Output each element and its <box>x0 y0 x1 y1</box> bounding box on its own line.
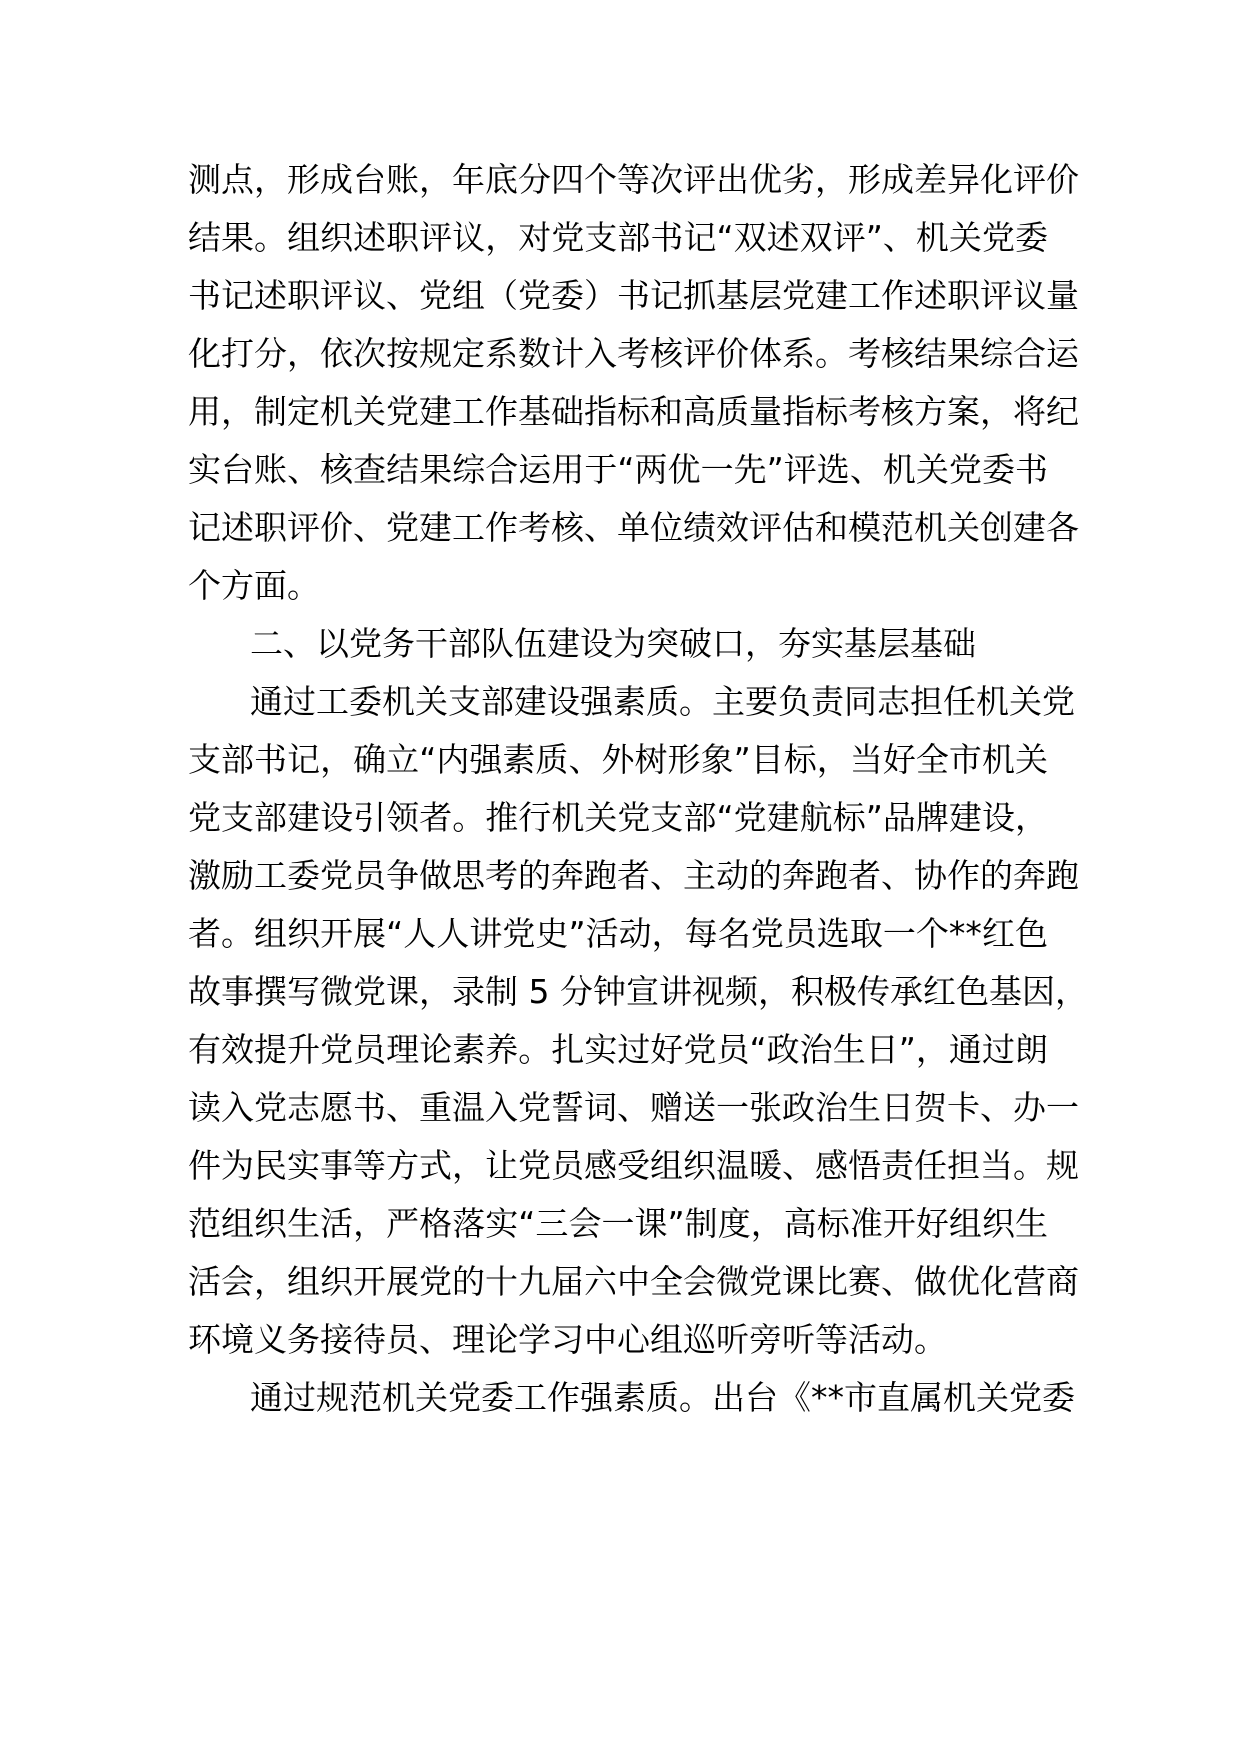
body-text-line: 测点，形成台账，年底分四个等次评出优劣，形成差异化评价 <box>188 160 1079 199</box>
body-text-line: 实台账、核查结果综合运用于“两优一先”评选、机关党委书 <box>188 450 1048 489</box>
body-text-line: 环境义务接待员、理论学习中心组巡听旁听等活动。 <box>188 1320 947 1359</box>
body-text-line: 有效提升党员理论素养。扎实过好党员“政治生日”，通过朗 <box>188 1030 1048 1069</box>
body-text-line: 书记述职评议、党组（党委）书记抓基层党建工作述职评议量 <box>188 276 1079 315</box>
body-text-line: 者。组织开展“人人讲党史”活动，每名党员选取一个**红色 <box>188 914 1048 953</box>
body-text-line: 记述职评价、党建工作考核、单位绩效评估和模范机关创建各 <box>188 508 1079 547</box>
body-text-line: 个方面。 <box>188 566 320 605</box>
body-text-line: 通过规范机关党委工作强素质。出台《**市直属机关党委 <box>250 1378 1075 1417</box>
body-text-line: 读入党志愿书、重温入党誓词、赠送一张政治生日贺卡、办一 <box>188 1088 1079 1127</box>
body-text-line: 用，制定机关党建工作基础指标和高质量指标考核方案，将纪 <box>188 392 1079 431</box>
body-text-line: 支部书记，确立“内强素质、外树形象”目标，当好全市机关 <box>188 740 1048 779</box>
body-text-line: 激励工委党员争做思考的奔跑者、主动的奔跑者、协作的奔跑 <box>188 856 1079 895</box>
body-text-line: 故事撰写微党课，录制 5 分钟宣讲视频，积极传承红色基因， <box>188 972 1088 1011</box>
body-text-line: 化打分，依次按规定系数计入考核评价体系。考核结果综合运 <box>188 334 1079 373</box>
section-heading: 二、以党务干部队伍建设为突破口，夯实基层基础 <box>250 624 976 663</box>
body-text-line: 活会，组织开展党的十九届六中全会微党课比赛、做优化营商 <box>188 1262 1079 1301</box>
body-text-line: 党支部建设引领者。推行机关党支部“党建航标”品牌建设， <box>188 798 1048 837</box>
body-text-line: 通过工委机关支部建设强素质。主要负责同志担任机关党 <box>250 682 1075 721</box>
body-text-line: 范组织生活，严格落实“三会一课”制度，高标准开好组织生 <box>188 1204 1048 1243</box>
body-text-line: 件为民实事等方式，让党员感受组织温暖、感悟责任担当。规 <box>188 1146 1079 1185</box>
body-text-line: 结果。组织述职评议，对党支部书记“双述双评”、机关党委 <box>188 218 1048 257</box>
